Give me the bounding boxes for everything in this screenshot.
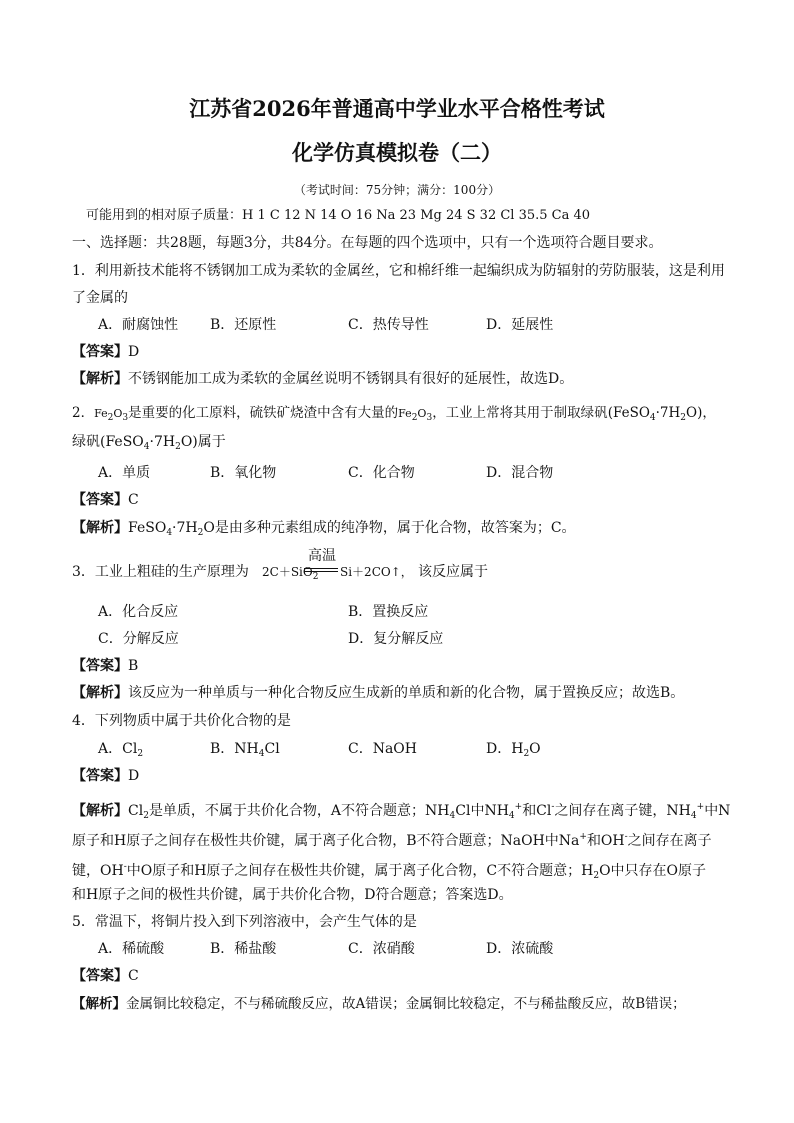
q5-option-d: D．浓硫酸: [486, 941, 554, 957]
q2-formula-part: O): [180, 434, 198, 450]
q4-analysis-line3: [72, 857, 732, 886]
q4-analysis-sup: -: [624, 832, 628, 842]
q2-formula-part: (FeSO: [607, 405, 650, 421]
q3-equation-right: Si＋2CO↑，: [340, 565, 413, 579]
q4-option-a-sub: 2: [137, 749, 144, 759]
q1-stem-line1: 1．利用新技术能将不锈钢加工成为柔软的金属丝，它和棉纤维一起编织成为防辐射的劳防服装，这是利用: [72, 263, 725, 279]
q2-stem-text: 是重要的化工原料，硫铁矿烧渣中含有大量的: [128, 405, 399, 421]
answer-label: 【答案】: [72, 344, 128, 360]
q1-analysis-text: 不锈钢能加工成为柔软的金属丝说明不锈钢具有很好的延展性，故选D。: [128, 371, 574, 387]
q4-analysis-text: 键，OH: [72, 863, 124, 879]
q2-stem-line2: [72, 432, 732, 457]
q2-answer: [72, 490, 732, 510]
q3-equals-line-top: [304, 568, 338, 569]
q1-analysis: [72, 369, 732, 389]
q4-option-b-text: Cl: [264, 741, 280, 757]
atomic-masses: 可能用到的相对原子质量：H 1 C 12 N 14 O 16 Na 23 Mg 24 S 32 Cl 35.5 Ca 40: [86, 208, 591, 223]
q5-option-c: C．浓硝酸: [348, 941, 415, 957]
q2-formula-part: Fe: [94, 407, 108, 420]
answer-label: 【答案】: [72, 492, 128, 508]
q4-option-d-text: O: [529, 741, 541, 757]
q5-analysis: [72, 994, 732, 1014]
exam-info: （考试时间：75分钟；满分：100分）: [293, 183, 501, 197]
q3-option-d: D．复分解反应: [348, 631, 444, 647]
q2-formula-part: FeSO: [128, 520, 167, 536]
q3-analysis-text: 该反应为一种单质与一种化合物反应生成新的单质和新的化合物，属于置换反应；故选B。: [128, 685, 685, 701]
q2-option-b: B．氧化物: [210, 465, 277, 481]
q2-formula-sub: 3: [426, 413, 433, 423]
q4-analysis-text: 中N: [704, 803, 731, 819]
q4-analysis-sup: -: [551, 802, 555, 812]
analysis-label: 【解析】: [72, 803, 128, 819]
q3-option-c: C．分解反应: [98, 631, 179, 647]
q2-formula-part: (FeSO: [100, 434, 144, 450]
q4-analysis-sup: +: [514, 802, 523, 812]
section-heading: 一、选择题：共28题，每题3分，共84分。在每题的四个选项中，只有一个选项符合题目要求。: [72, 235, 663, 251]
q4-option-d-text: D．H: [486, 741, 524, 757]
answer-label: 【答案】: [72, 768, 128, 784]
q4-analysis-text: 中O原子和H原子之间存在极性共价键，属于离子化合物，C不符合题意；H: [126, 863, 594, 879]
q1-stem-line2: 了金属的: [72, 290, 128, 306]
q3-option-a: A．化合反应: [98, 604, 179, 620]
q4-answer-value: D: [128, 768, 140, 784]
q4-option-b-text: B．NH: [210, 741, 259, 757]
q4-option-a-text: A．Cl: [98, 741, 138, 757]
q2-formula-part: O): [686, 405, 703, 421]
q3-equation-reactants: 2C＋SiO: [262, 565, 313, 579]
exam-title-line2: 化学仿真模拟卷（二）: [292, 140, 502, 165]
q4-analysis-text: 之间存在离子: [627, 833, 712, 849]
analysis-label: 【解析】: [72, 685, 128, 701]
exam-title-line1: 江苏省2026年普通高中学业水平合格性考试: [189, 96, 605, 121]
q1-answer-value: D: [128, 344, 140, 360]
q4-analysis-line2: [72, 827, 732, 851]
analysis-label: 【解析】: [72, 520, 128, 536]
q3-answer-value: B: [128, 658, 139, 674]
q4-analysis-text: Cl: [128, 803, 144, 819]
q2-analysis: [72, 518, 732, 543]
q4-option-d-sub: 2: [523, 749, 530, 759]
q3-reaction-condition: 高温: [308, 548, 336, 564]
q2-formula-part: ·7H: [149, 434, 176, 450]
q4-analysis-text: 原子和H原子之间存在极性共价键，属于离子化合物，B不符合题意；NaOH中Na: [72, 833, 580, 849]
q2-stem-text: ，工业上常将其用于制取绿矾: [432, 405, 608, 421]
q2-stem-text: 绿矾: [72, 434, 100, 450]
q4-analysis-sub: 2: [143, 811, 149, 821]
q2-formula-sub: 4: [143, 442, 150, 452]
q2-formula-part: O: [203, 520, 215, 536]
q3-stem-end: 该反应属于: [418, 564, 488, 580]
q4-analysis-text: O中只存在O原子: [599, 863, 707, 879]
analysis-label: 【解析】: [72, 371, 128, 387]
q5-answer-value: C: [128, 968, 139, 984]
q3-answer: [72, 656, 732, 676]
q2-formula-sub: 4: [166, 528, 173, 538]
q1-option-b: B．还原性: [210, 317, 277, 333]
q2-formula-sub: 2: [197, 528, 204, 538]
q4-analysis-sup: +: [579, 832, 587, 842]
q3-equals-line-bottom: [304, 571, 338, 572]
q2-option-d: D．混合物: [486, 465, 554, 481]
q1-option-a: A．耐腐蚀性: [98, 317, 179, 333]
q3-stem-start: 3．工业上粗硅的生产原理为: [72, 564, 249, 580]
q4-option-d: [486, 739, 541, 764]
q5-analysis-text: 金属铜比较稳定，不与稀硫酸反应，故A错误；金属铜比较稳定，不与稀盐酸反应，故B错误；: [126, 996, 686, 1012]
q1-answer: [72, 342, 732, 362]
q4-option-c: C．NaOH: [348, 741, 417, 757]
q5-option-a: A．稀硫酸: [98, 941, 165, 957]
q4-analysis-text: 和OH: [586, 833, 625, 849]
q2-number: 2．: [72, 405, 95, 421]
q4-answer: [72, 766, 732, 786]
q4-analysis-sub: 4: [508, 811, 515, 821]
analysis-label: 【解析】: [72, 996, 126, 1012]
q2-formula-part: ·7H: [172, 520, 198, 536]
q2-stem-text: ，: [702, 405, 716, 421]
q2-stem-text: 属于: [197, 434, 226, 450]
q4-analysis-line4: 和H原子之间的极性共价键，属于共价化合物，D符合题意；答案选D。: [72, 887, 513, 903]
q3-analysis: [72, 683, 732, 703]
q2-option-a: A．单质: [98, 465, 151, 481]
q4-analysis-text: 和Cl: [522, 803, 552, 819]
q2-stem-line1: [72, 403, 732, 428]
answer-label: 【答案】: [72, 968, 128, 984]
q4-analysis-sub: 4: [449, 811, 456, 821]
q4-analysis-sup: -: [123, 862, 127, 872]
q4-option-a: [98, 739, 143, 764]
q2-formula-part: O: [417, 407, 427, 420]
q2-answer-value: C: [128, 492, 139, 508]
q5-answer: [72, 966, 732, 986]
q5-stem: 5．常温下，将铜片投入到下列溶液中，会产生气体的是: [72, 914, 417, 930]
q4-analysis-line1: [72, 797, 732, 826]
q4-analysis-text: 之间存在离子键，NH: [554, 803, 691, 819]
q3-option-b: B．置换反应: [348, 604, 429, 620]
q1-option-c: C．热传导性: [348, 317, 429, 333]
q4-analysis-sub: 4: [690, 811, 697, 821]
q4-analysis-text: 是单质，不属于共价化合物，A不符合题意；NH: [148, 803, 450, 819]
q4-option-b-sub: 4: [258, 749, 265, 759]
q2-formula-sub: 3: [122, 413, 129, 423]
q4-stem: 4．下列物质中属于共价化合物的是: [72, 713, 291, 729]
q3-equation-sub: 2: [312, 572, 319, 582]
q4-analysis-sup: +: [696, 802, 705, 812]
q1-option-d: D．延展性: [486, 317, 554, 333]
q2-formula-sub: 2: [411, 413, 418, 423]
q2-formula-sub: 2: [680, 413, 687, 423]
q5-option-b: B．稀盐酸: [210, 941, 277, 957]
q2-formula-sub: 2: [175, 442, 181, 452]
q4-option-b: [210, 739, 280, 764]
q2-formula-sub: 2: [107, 413, 114, 423]
q2-formula-part: O: [113, 407, 123, 420]
q2-option-c: C．化合物: [348, 465, 415, 481]
answer-label: 【答案】: [72, 658, 128, 674]
q2-formula-part: ·7H: [655, 405, 681, 421]
q4-analysis-sub: 2: [593, 871, 600, 881]
q2-analysis-text: 是由多种元素组成的纯净物，属于化合物，故答案为；C。: [214, 520, 576, 536]
q4-analysis-text: Cl中NH: [455, 803, 509, 819]
q2-formula-part: Fe: [398, 407, 412, 420]
q2-formula-sub: 4: [649, 413, 656, 423]
